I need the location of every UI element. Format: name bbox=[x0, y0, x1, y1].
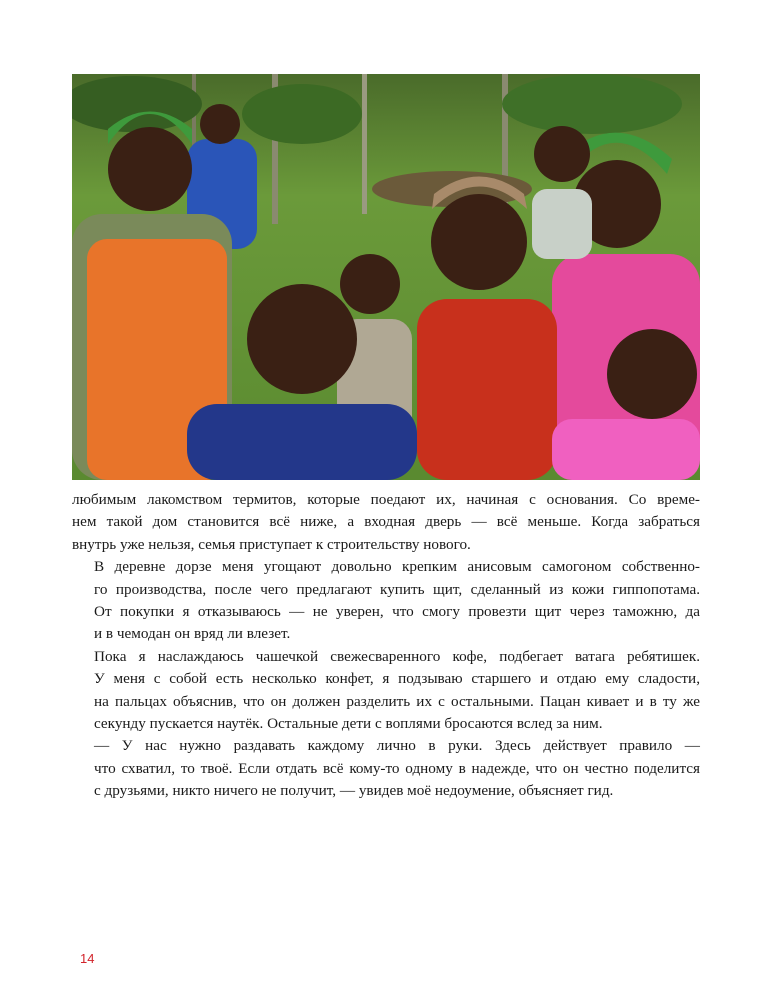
page-number: 14 bbox=[80, 951, 95, 966]
body-text bbox=[72, 489, 700, 803]
paragraph-2: В деревне дорзе меня угощают довольно крепким анисовым самогоном собственно- го производства, после чего предлагают купить щит, сделанный из кожи гиппопотама. От покупки я отказываюсь — не уверен, что смогу провезти щит через таможню, да и в чемодан он вряд ли влезет. bbox=[94, 558, 700, 643]
photo-children bbox=[72, 74, 700, 480]
paragraph-1: любимым лакомством термитов, которые поедают их, начиная с основания. Со време- нем такой дом становится всё ниже, а входная дверь — всё меньше. Когда забраться внутрь уже нельзя, семья приступает к строительству нового. bbox=[72, 491, 700, 553]
paragraph-4: — У нас нужно раздавать каждому лично в руки. Здесь действует правило — что схватил, то твоё. Если отдать всё кому-то одному в надежде, что он честно поделится с друзьями, никто ничего не получит, — увидев моё недоумение, объясняет гид. bbox=[94, 737, 700, 800]
paragraph-3: Пока я наслаждаюсь чашечкой свежесваренного кофе, подбегает ватага ребятишек. У меня с собой есть несколько конфет, я подзываю старшего и отдаю ему сладости, на пальцах объяснив, что он должен разделить их с остальными. Пацан кивает и в ту же секунду пускается наутёк. Остальные дети с воплями бросаются вслед за ним. bbox=[94, 647, 700, 733]
